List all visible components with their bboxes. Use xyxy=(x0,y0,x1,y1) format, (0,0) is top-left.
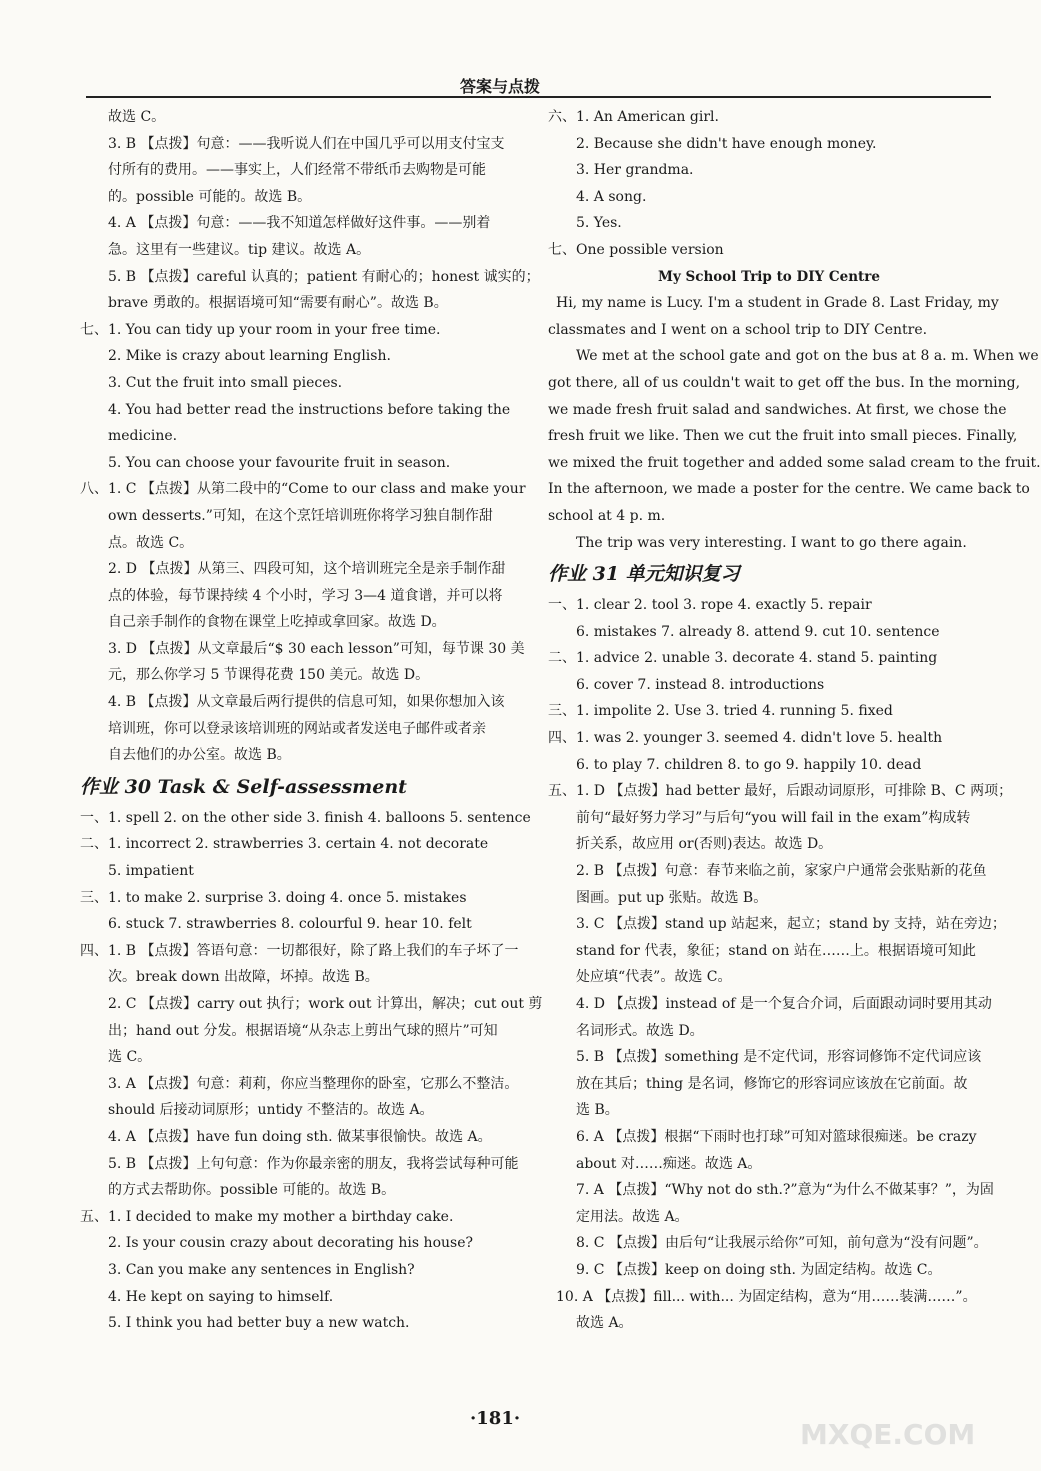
text-line: should 后接动词原形；untidy 不整洁的。故选 A。 xyxy=(108,1102,434,1119)
text-line: We met at the school gate and got on the bus at 8 a. m. When we xyxy=(576,348,1039,365)
text-line: stand for 代表，象征；stand on 站在……上。根据语境可知此 xyxy=(576,942,976,959)
text-line: 5. B 【点拨】上句句意：作为你最亲密的朋友，我将尝试每种可能 xyxy=(108,1155,519,1172)
text-line: 四、1. was 2. younger 3. seemed 4. didn't love 5. health xyxy=(548,730,943,747)
text-line: 选 B。 xyxy=(576,1102,619,1119)
watermark: MXQE.COM xyxy=(800,1418,976,1451)
text-line: 选 C。 xyxy=(108,1049,152,1066)
text-line: 5. B 【点拨】something 是不定代词，形容词修饰不定代词应该 xyxy=(576,1049,982,1066)
text-line: 二、1. incorrect 2. strawberries 3. certain 4. not decorate xyxy=(80,836,489,853)
text-line: 二、1. advice 2. unable 3. decorate 4. stand 5. painting xyxy=(548,650,938,667)
text-line: 七、One possible version xyxy=(548,241,724,258)
text-line: 自去他们的办公室。故选 B。 xyxy=(108,747,291,764)
text-line: 4. B 【点拨】从文章最后两行提供的信息可知，如果你想加入该 xyxy=(108,694,505,711)
text-line: 4. He kept on saying to himself. xyxy=(108,1288,334,1305)
text-line: 3. Her grandma. xyxy=(576,162,694,179)
text-line: 定用法。故选 A。 xyxy=(576,1208,689,1225)
text-line: 3. Can you make any sentences in English? xyxy=(108,1261,415,1278)
text-line: The trip was very interesting. I want to go there again. xyxy=(576,534,967,551)
section-heading: 作业 30 Task & Self-assessment xyxy=(80,775,407,798)
text-line: we mixed the fruit together and added some salad cream to the fruit. xyxy=(548,454,1041,471)
text-line: 四、1. B 【点拨】答语句意：一切都很好，除了路上我们的车子坏了一 xyxy=(80,942,519,959)
text-line: 5. You can choose your favourite fruit in season. xyxy=(108,454,451,471)
text-line: 5. B 【点拨】careful 认真的；patient 有耐心的；honest 诚实的； xyxy=(108,268,540,285)
text-line: 折关系，故应用 or(否则)表达。故选 D。 xyxy=(576,836,833,853)
header-title: 答案与点拨 xyxy=(460,77,541,96)
text-line: own desserts.”可知，在这个烹饪培训班你将学习独自制作甜 xyxy=(108,507,493,524)
text-line: 5. impatient xyxy=(108,863,194,880)
text-line: In the afternoon, we made a poster for the centre. We came back to xyxy=(548,481,1030,498)
text-line: 一、1. clear 2. tool 3. rope 4. exactly 5. repair xyxy=(548,597,872,614)
text-line: 4. A song. xyxy=(576,188,647,205)
text-line: 5. I think you had better buy a new watch. xyxy=(108,1315,410,1332)
text-line: 6. A 【点拨】根据“下雨时也打球”可知对篮球很痴迷。be crazy xyxy=(576,1128,977,1145)
text-line: 的方式去帮助你。possible 可能的。故选 B。 xyxy=(108,1182,396,1199)
text-line: 3. D 【点拨】从文章最后“$ 30 each lesson”可知，每节课 30 美 xyxy=(108,640,525,657)
text-line: 故选 C。 xyxy=(108,109,166,125)
text-line: 2. Mike is crazy about learning English. xyxy=(108,348,391,365)
text-line: 三、1. impolite 2. Use 3. tried 4. running 5. fixed xyxy=(548,703,893,720)
text-line: 4. A 【点拨】have fun doing sth. 做某事很愉快。故选 A。 xyxy=(108,1128,492,1145)
text-line: classmates and I went on a school trip to DIY Centre. xyxy=(548,321,928,338)
text-line: 一、1. spell 2. on the other side 3. finish 4. balloons 5. sentence xyxy=(80,809,531,826)
text-line: we made fresh fruit salad and sandwiches. At first, we chose the xyxy=(548,401,1007,418)
text-line: 的。possible 可能的。故选 B。 xyxy=(108,188,312,205)
page-header xyxy=(0,0,1000,96)
text-line: 10. A 【点拨】fill... with... 为固定结构，意为“用……装满……”。 xyxy=(556,1288,977,1305)
text-line: 元，那么你学习 5 节课得花费 150 美元。故选 D。 xyxy=(108,667,430,684)
text-line: 付所有的费用。——事实上，人们经常不带纸币去购物是可能 xyxy=(108,162,486,179)
text-line: 5. Yes. xyxy=(576,215,622,232)
text-line: 次。break down 出故障，坏掉。故选 B。 xyxy=(108,969,379,986)
text-line: 3. A 【点拨】句意：莉莉，你应当整理你的卧室，它那么不整洁。 xyxy=(108,1075,519,1092)
right-column xyxy=(548,104,1041,1337)
text-line: 7. A 【点拨】“Why not do sth.?”意为“为什么不做某事？”，为固 xyxy=(576,1182,994,1199)
text-line: 点。故选 C。 xyxy=(108,534,194,551)
text-line: 2. Because she didn't have enough money. xyxy=(576,135,877,152)
text-line: 五、1. D 【点拨】had better 最好，后跟动词原形，可排除 B、C 两项； xyxy=(548,783,1013,800)
text-line: 八、1. C 【点拨】从第二段中的“Come to our class and make your xyxy=(80,481,526,498)
text-line: 4. You had better read the instructions before taking the xyxy=(108,401,511,418)
text-line: 自己亲手制作的食物在课堂上吃掉或拿回家。故选 D。 xyxy=(108,614,446,631)
text-line: 故选 A。 xyxy=(576,1315,633,1332)
text-line: 前句“最好努力学习”与后句“you will fail in the exam”构成转 xyxy=(576,809,971,826)
text-line: 6. cover 7. instead 8. introductions xyxy=(576,676,825,693)
text-line: 六、1. An American girl. xyxy=(548,109,719,125)
text-line: 名词形式。故选 D。 xyxy=(576,1022,704,1039)
text-line: 点的体验，每节课持续 4 个小时，学习 3—4 道食谱，并可以将 xyxy=(108,587,503,604)
header-rule xyxy=(86,96,991,98)
text-line: 处应填“代表”。故选 C。 xyxy=(576,969,732,986)
text-line: 9. C 【点拨】keep on doing sth. 为固定结构。故选 C。 xyxy=(576,1261,942,1278)
text-line: 放在其后；thing 是名词，修饰它的形容词应该放在它前面。故 xyxy=(576,1075,968,1092)
text-line: 6. stuck 7. strawberries 8. colourful 9. hear 10. felt xyxy=(108,916,472,933)
text-line: brave 勇敢的。根据语境可知“需要有耐心”。故选 B。 xyxy=(108,295,448,312)
text-line: 8. C 【点拨】由后句“让我展示给你”可知，前句意为“没有问题”。 xyxy=(576,1235,988,1252)
text-line: medicine. xyxy=(108,428,178,445)
text-line: 急。这里有一些建议。tip 建议。故选 A。 xyxy=(108,241,371,258)
text-line: 6. mistakes 7. already 8. attend 9. cut 10. sentence xyxy=(576,623,940,640)
text-line: 4. D 【点拨】instead of 是一个复合介词，后面跟动词时要用其动 xyxy=(576,996,992,1012)
text-line: 2. Is your cousin crazy about decorating his house? xyxy=(108,1235,473,1252)
text-line: 培训班，你可以登录该培训班的网站或者发送电子邮件或者亲 xyxy=(108,720,486,737)
left-column xyxy=(80,104,543,1337)
text-line: 4. A 【点拨】句意：——我不知道怎样做好这件事。——别着 xyxy=(108,215,491,232)
text-line: 2. B 【点拨】句意：春节来临之前，家家户户通常会张贴新的花鱼 xyxy=(576,863,987,880)
text-line: 6. to play 7. children 8. to go 9. happily 10. dead xyxy=(576,756,922,773)
text-line: 三、1. to make 2. surprise 3. doing 4. once 5. mistakes xyxy=(80,889,467,906)
text-line: school at 4 p. m. xyxy=(548,507,666,524)
text-line: fresh fruit we like. Then we cut the fruit into small pieces. Finally, xyxy=(548,428,1018,445)
text-line: 2. D 【点拨】从第三、四段可知，这个培训班完全是亲手制作甜 xyxy=(108,561,506,578)
text-line: about 对……痴迷。故选 A。 xyxy=(576,1155,762,1172)
text-line: 3. B 【点拨】句意：——我听说人们在中国几乎可以用支付宝支 xyxy=(108,135,505,152)
text-line: My School Trip to DIY Centre xyxy=(658,268,880,285)
text-line: 图画。put up 张贴。故选 B。 xyxy=(576,889,768,906)
text-line: 2. C 【点拨】carry out 执行；work out 计算出，解决；cut out 剪 xyxy=(108,996,543,1012)
text-line: 3. C 【点拨】stand up 站起来，起立；stand by 支持，站在旁边； xyxy=(576,916,1006,933)
text-line: got there, all of us couldn't wait to get off the bus. In the morning, xyxy=(548,374,1021,391)
text-line: Hi, my name is Lucy. I'm a student in Grade 8. Last Friday, my xyxy=(556,295,999,312)
section-heading: 作业 31 单元知识复习 xyxy=(548,563,740,586)
text-line: 五、1. I decided to make my mother a birthday cake. xyxy=(80,1208,454,1225)
text-line: 七、1. You can tidy up your room in your free time. xyxy=(80,321,441,338)
text-line: 3. Cut the fruit into small pieces. xyxy=(108,374,343,391)
text-line: 出；hand out 分发。根据语境“从杂志上剪出气球的照片”可知 xyxy=(108,1022,498,1039)
page-number: ·181· xyxy=(470,1408,521,1429)
